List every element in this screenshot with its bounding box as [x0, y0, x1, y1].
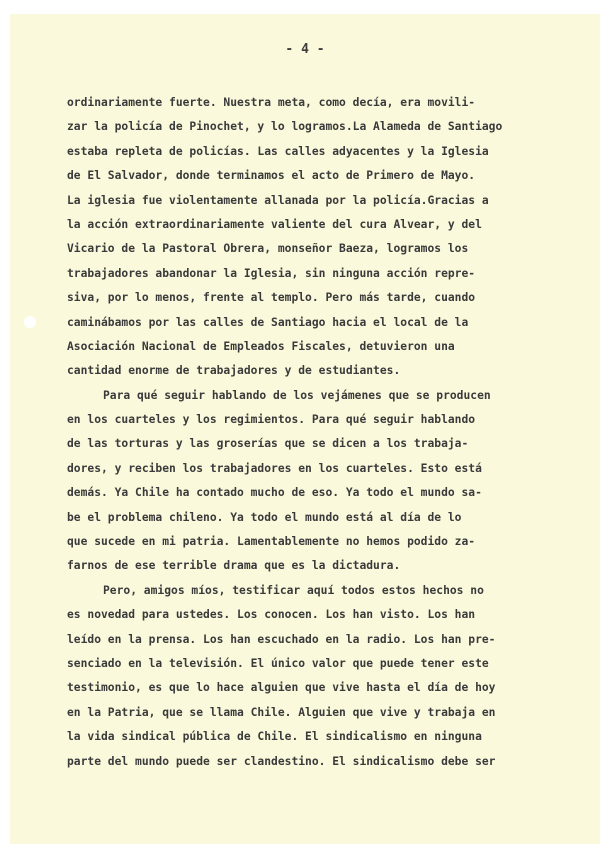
text-line: que sucede en mi patria. Lamentablemente no hemos podido za-	[67, 535, 476, 549]
text-line: senciado en la televisión. El único valor que puede tener este	[67, 656, 489, 670]
text-line: la acción extraordinariamente valiente del cura Alvear, y del	[67, 217, 482, 231]
text-line: siva, por lo menos, frente al templo. Pero más tarde, cuando	[67, 291, 476, 305]
text-line: Para qué seguir hablando de los vejámenes que se producen	[103, 388, 491, 402]
text-line: dores, y reciben los trabajadores en los cuarteles. Esto está	[67, 461, 482, 475]
text-line: La iglesia fue violentamente allanada por la policía.Gracias a	[67, 193, 489, 207]
text-line: de El Salvador, donde terminamos el acto de Primero de Mayo.	[67, 169, 476, 183]
text-line: en la Patria, que se llama Chile. Alguien que vive y trabaja en	[67, 705, 496, 719]
page-number: - 4 -	[285, 42, 325, 57]
text-line: es novedad para ustedes. Los conocen. Los han visto. Los han	[67, 608, 476, 622]
text-line: trabajadores abandonar la Iglesia, sin ninguna acción repre-	[67, 266, 476, 280]
text-line: en los cuarteles y los regimientos. Para qué seguir hablando	[67, 413, 476, 427]
text-line: Asociación Nacional de Empleados Fiscales, detuvieron una	[67, 339, 455, 353]
text-line: be el problema chileno. Ya todo el mundo está al día de lo	[67, 510, 462, 524]
text-line: parte del mundo puede ser clandestino. El sindicalismo debe ser	[67, 754, 496, 768]
text-line: cantidad enorme de trabajadores y de estudiantes.	[67, 364, 401, 378]
text-line: la vida sindical pública de Chile. El sindicalismo en ninguna	[67, 730, 482, 744]
text-line: caminábamos por las calles de Santiago hacia el local de la	[67, 315, 469, 329]
text-line: demás. Ya Chile ha contado mucho de eso. Ya todo el mundo sa-	[67, 486, 482, 500]
text-line: ordinariamente fuerte. Nuestra meta, como decía, era movili-	[67, 96, 476, 109]
text-line: farnos de ese terrible drama que es la dictadura.	[67, 559, 401, 573]
text-line: leído en la prensa. Los han escuchado en la radio. Los han pre-	[67, 632, 496, 646]
document-page	[10, 14, 600, 844]
punch-hole	[24, 316, 36, 328]
body-text	[67, 91, 547, 774]
text-line: Vicario de la Pastoral Obrera, monseñor Baeza, logramos los	[67, 242, 469, 256]
text-line: Pero, amigos míos, testificar aquí todos estos hechos no	[103, 583, 484, 597]
text-line: estaba repleta de policías. Las calles adyacentes y la Iglesia	[67, 144, 489, 158]
text-line: zar la policía de Pinochet, y lo logramos.La Alameda de Santiago	[67, 120, 503, 134]
text-line: de las torturas y las groserías que se dicen a los trabaja-	[67, 437, 469, 451]
text-line: testimonio, es que lo hace alguien que vive hasta el día de hoy	[67, 681, 496, 695]
